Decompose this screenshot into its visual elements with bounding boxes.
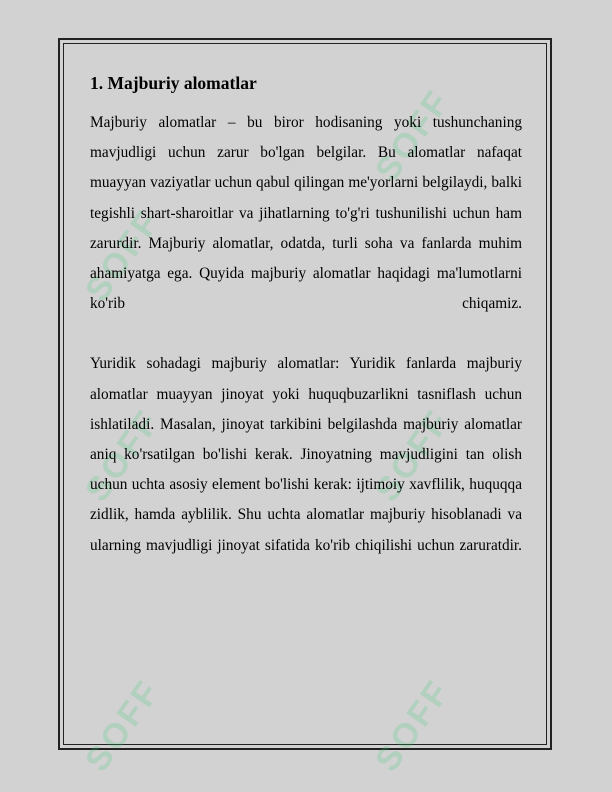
paragraph-legal: Yuridik sohadagi majburiy alomatlar: Yuridik fanlarda majburiy alomatlar muayyan jinoyat yoki huquqbuzarlikni tasniflash uchun ishlatiladi. Masalan, jinoyat tarkibini belgilashda majburiy alomatlar aniq ko'rsatilgan bo'lishi kerak. Jinoyatning mavjudligini tan olish uchun uchta asosiy element bo'lishi kerak: ijtimoiy xavflilik, huquqqa zidlik, hamda ayblilik. Shu uchta alomatlar majburiy hisoblanadi va ularning mavjudligi jinoyat sifatida ko'rib chiqilishi uchun zaruratdir. xyxy=(90,355,522,554)
document-body xyxy=(90,72,522,561)
watermark-logo: SOFF xyxy=(78,402,169,509)
watermark-logo: SOFF xyxy=(368,672,459,779)
paragraph-intro: Majburiy alomatlar – bu biror hodisaning yoki tushunchaning mavjudligi uchun zarur bo'lgan belgilar. Bu alomatlar nafaqat muayyan vaziyatlar uchun qabul qilingan me'yorlarni belgilaydi, balki tegishli shart-sharoitlar va jihatlarning to'g'ri tushunilishi uchun ham zarurdir. Majburiy alomatlar, odatda, turli soha va fanlarda muhim ahamiyatga ega. Quyida majburiy alomatlar haqidagi ma'lumotlarni ko'rib chiqamiz. xyxy=(90,114,522,313)
watermark-logo: SOFF xyxy=(368,402,459,509)
watermark-logo: SOFF xyxy=(78,202,169,309)
watermark-logo: SOFF xyxy=(78,672,169,779)
paragraph-spacer xyxy=(90,319,522,349)
section-heading: 1. Majburiy alomatlar xyxy=(90,73,257,93)
watermark-logo: SOFF xyxy=(368,82,459,189)
